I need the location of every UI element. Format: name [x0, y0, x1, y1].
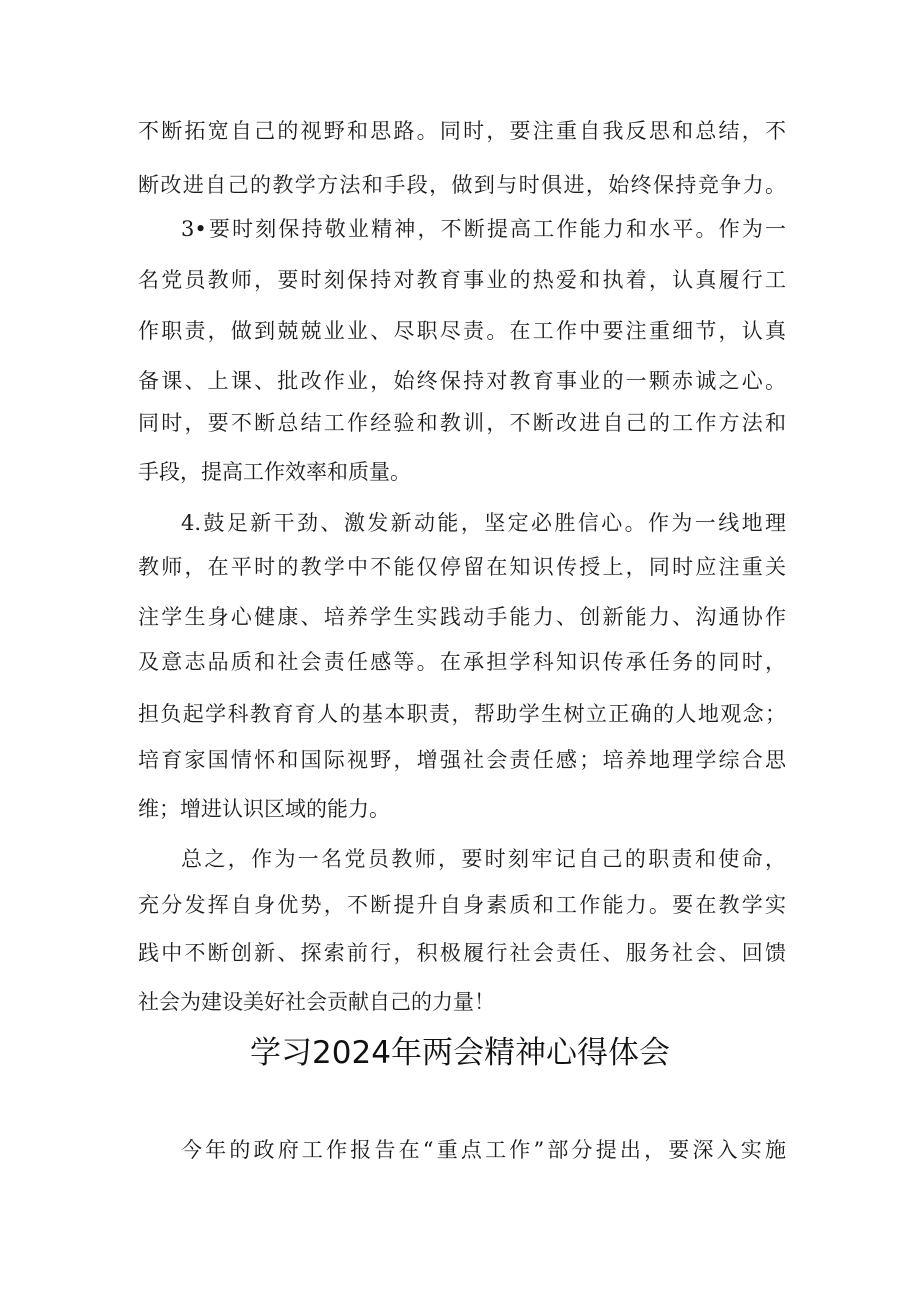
- paragraph-line: 名党员教师，要时刻保持对教育事业的热爱和执着，认真履行工: [138, 268, 786, 292]
- paragraph-line: 维；增进认识区域的能力。: [138, 797, 390, 821]
- paragraph-line: 断改进自己的教学方法和手段，做到与时俱进，始终保持竞争力。: [138, 173, 786, 197]
- paragraph-line: 作职责，做到兢兢业业、尽职尽责。在工作中要注重细节，认真: [138, 319, 786, 343]
- paragraph-line: 手段，提高工作效率和质量。: [138, 460, 411, 484]
- paragraph-line: 4.鼓足新干劲、激发新动能，坚定必胜信心。作为一线地理: [181, 511, 786, 535]
- paragraph-line: 不断拓宽自己的视野和思路。同时，要注重自我反思和总结，不: [138, 119, 786, 143]
- paragraph-line: 及意志品质和社会责任感等。在承担学科知识传承任务的同时，: [138, 650, 786, 674]
- paragraph-line: 同时，要不断总结工作经验和教训，不断改进自己的工作方法和: [138, 411, 786, 435]
- paragraph-line: 担负起学科教育育人的基本职责，帮助学生树立正确的人地观念；: [138, 702, 786, 726]
- paragraph-line: 教师，在平时的教学中不能仅停留在知识传授上，同时应注重关: [138, 555, 786, 579]
- paragraph-line: 培育家国情怀和国际视野，增强社会责任感；培养地理学综合思: [138, 748, 786, 772]
- paragraph-line: 注学生身心健康、培养学生实践动手能力、创新能力、沟通协作: [138, 605, 786, 629]
- paragraph-line: 3•要时刻保持敬业精神，不断提高工作能力和水平。作为一: [181, 217, 786, 241]
- paragraph-line: 社会为建设美好社会贡献自己的力量！: [138, 990, 495, 1014]
- paragraph-line: 充分发挥自身优势，不断提升自身素质和工作能力。要在教学实: [138, 893, 786, 917]
- paragraph-line: 今年的政府工作报告在“重点工作”部分提出，要深入实施: [181, 1138, 786, 1162]
- document-title: 学习2024年两会精神心得体会: [250, 1035, 670, 1071]
- paragraph-line: 备课、上课、批改作业，始终保持对教育事业的一颗赤诚之心。: [138, 369, 786, 393]
- paragraph-line: 总之，作为一名党员教师，要时刻牢记自己的职责和使命，: [181, 847, 786, 871]
- paragraph-line: 践中不断创新、探索前行，积极履行社会责任、服务社会、回馈: [138, 941, 786, 965]
